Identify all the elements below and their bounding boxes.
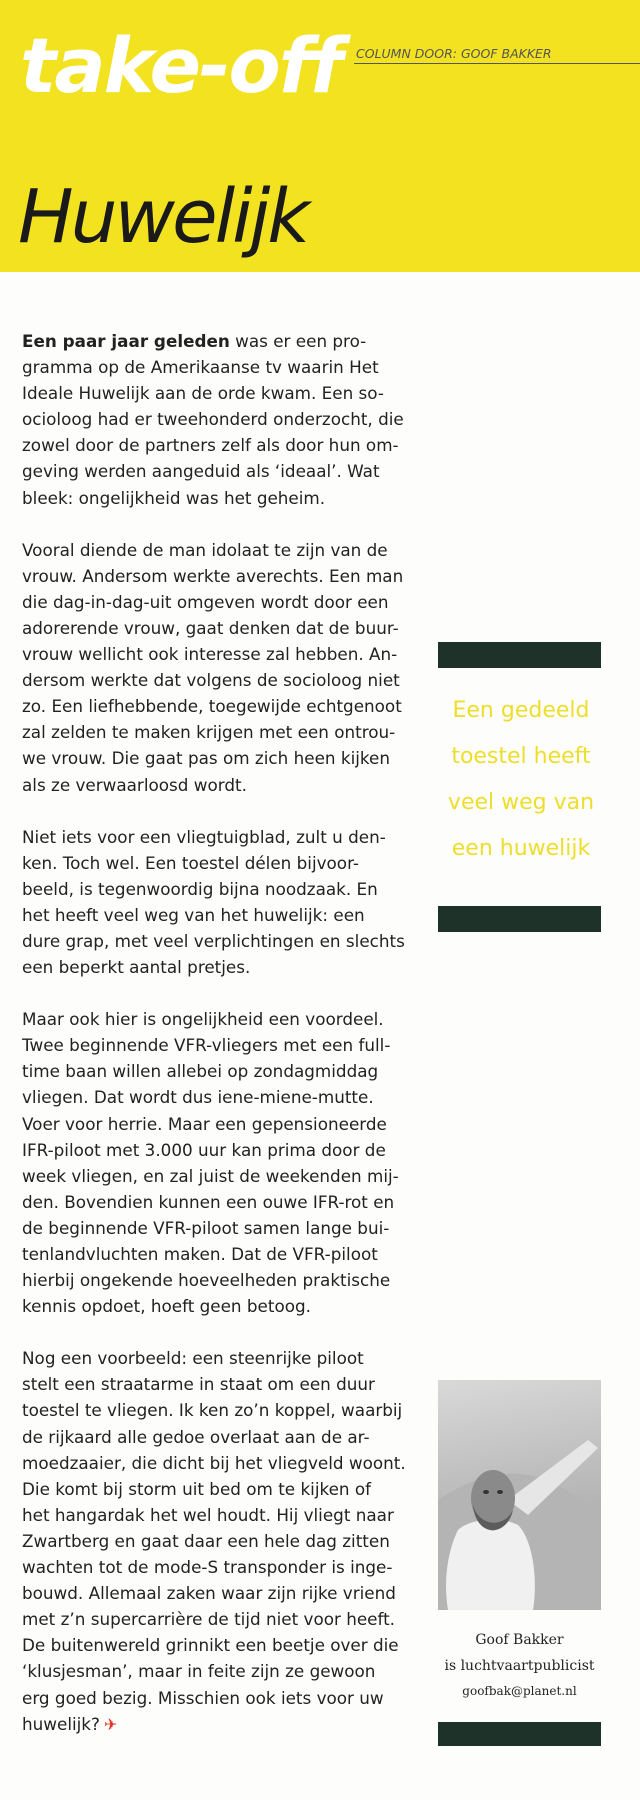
author-role: is luchtvaartpublicist (444, 1658, 595, 1674)
paragraph-5-text: Nog een voorbeeld: een steenrijke piloot stelt een straatarme in staat om een duur toestel te vliegen. Ik ken zo’n koppel, waarbij de rijkaard alle gedoe overlaat aan de ar- moedzaaier, die dicht bij het vliegveld woont. Die komt bij storm uit bed om te kijken of het hangardak het wel houdt. Hij vliegt naar Zwartberg en gaat daar een hele dag zitten wachten tot de mode-S transponder is inge- bouwd. Allemaal zaken waar zijn rijke vriend met z’n supercarrière de tijd niet voor heeft. De buitenwereld grinnikt een beetje over die ‘klusjesman’, maar in feite zijn ze gewoon erg goed bezig. Misschien ook iets voor uw huwelijk? (22, 1348, 406, 1734)
byline: COLUMN DOOR: GOOF BAKKER (354, 46, 640, 64)
paragraph-3: Niet iets voor een vliegtuigblad, zult u den- ken. Toch wel. Een toestel délen bijvoor- beeld, is tegenwoordig bijna noodzaak. En het heeft veel weg van het huwelijk: een dure grap, met veel verplichtingen en slechts een beperkt aantal pretjes. (22, 826, 405, 978)
paragraph-2: Vooral diende de man idolaat te zijn van de vrouw. Andersom werkte averechts. Een man die dag-in-dag-uit omgeven wordt door een adorerende vrouw, gaat denken dat de buur- vrouw wellicht ook interesse zal hebben. An- dersom werkte dat volgens de socioloog niet zo. Een liefhebbende, toegewijde echtgenoot zal zelden te maken krijgen met een ontrou- we vrouw. Die gaat pas om zich heen kijken als ze verwaarloosd wordt. (22, 539, 404, 795)
article-title: Huwelijk (18, 174, 308, 260)
paragraph-5 (22, 1345, 412, 1737)
author-email[interactable]: goofbak@planet.nl (462, 1684, 577, 1698)
author-bottom-bar (438, 1722, 601, 1746)
paragraph-1 (22, 328, 412, 511)
plane-end-mark-icon: ✈ (103, 1714, 118, 1734)
paragraph-4: Maar ook hier is ongelijkheid een voordeel. Twee beginnende VFR-vliegers met een full- time baan willen allebei op zondagmiddag vliegen. Dat wordt dus iene-miene-mutte. Voer voor herrie. Maar een gepensioneerde IFR-piloot met 3.000 uur kan prima door de week vliegen, en zal juist de weekenden mij- den. Bovendien kunnen een ouwe IFR-rot en de beginnende VFR-piloot samen lange bui- tenlandvluchten maken. Dat de VFR-piloot hierbij ongekende hoeveelheden praktische kennis opdoet, hoeft geen betoog. (22, 1009, 399, 1317)
author-name: Goof Bakker (475, 1632, 564, 1648)
lead-in: Een paar jaar geleden (22, 331, 230, 351)
section-title: take-off (20, 21, 341, 110)
article-body (22, 328, 412, 1764)
header-band (0, 0, 640, 272)
pullquote-bottom-bar (438, 906, 601, 932)
author-photo (438, 1380, 601, 1610)
paragraph-1-text: was er een pro- gramma op de Amerikaanse tv waarin Het Ideale Huwelijk aan de orde kwam. Een so- ocioloog had er tweehonderd onderzocht, die zowel door de partners zelf als door hun om- geving werden aangeduid als ‘ideaal’. Wat bleek: ongelijkheid was het geheim. (22, 331, 404, 508)
pullquote-top-bar (438, 642, 601, 668)
pullquote: Een gedeeld toestel heeft veel weg van een huwelijk (447, 698, 595, 861)
author-photo-drawing (438, 1380, 601, 1610)
